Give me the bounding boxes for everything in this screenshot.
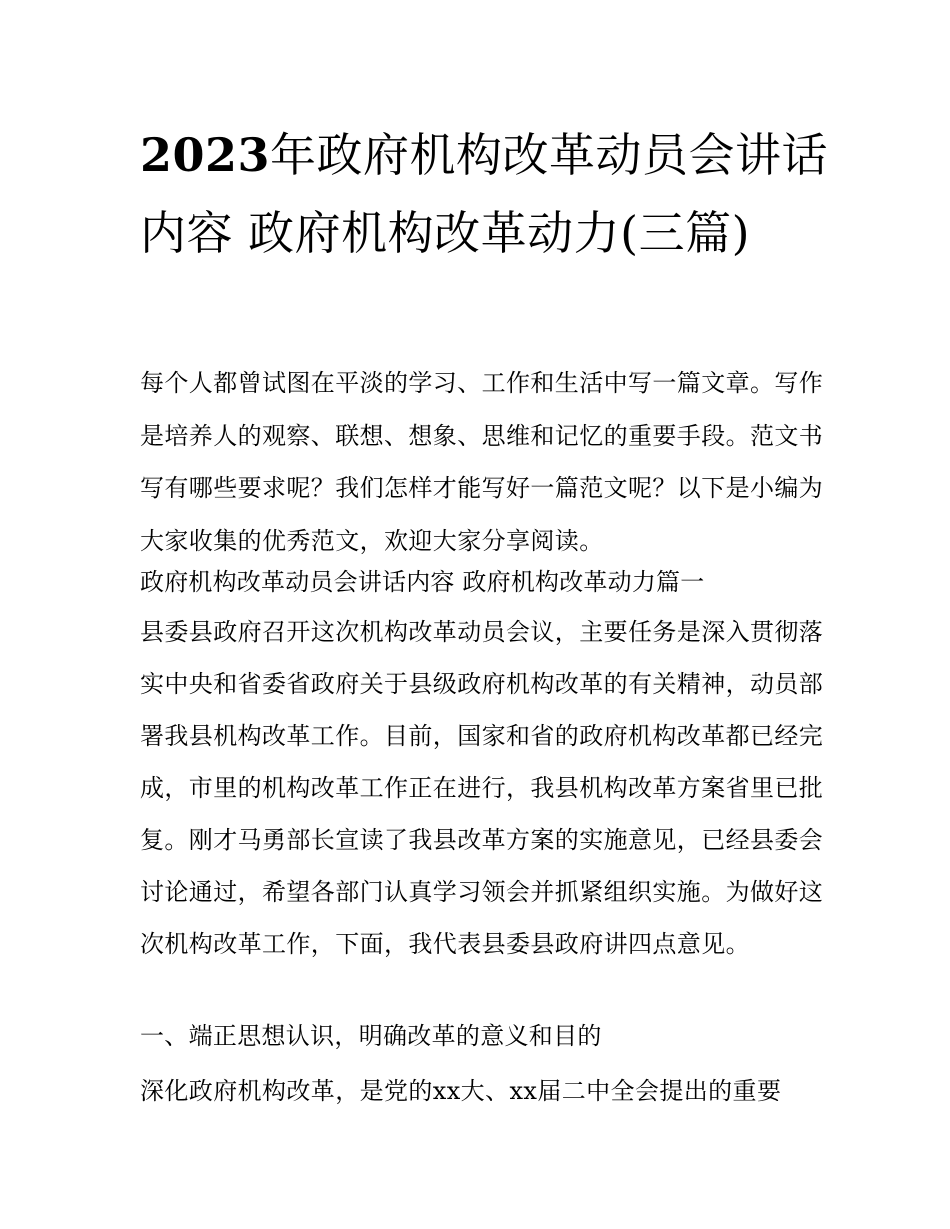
section-heading: 一、端正思想认识，明确改革的意义和目的 <box>140 1022 602 1050</box>
article-heading: 政府机构改革动员会讲话内容 政府机构改革动力篇一 <box>140 568 705 596</box>
document-title <box>140 116 840 272</box>
main-paragraph: 县委县政府召开这次机构改革动员会议，主要任务是深入贯彻落实中央和省委省政府关于县级政府机构改革的有关精神，动员部署我县机构改革工作。目前，国家和省的政府机构改革都已经完成，市里的机构改革工作正在进行，我县机构改革方案省里已批复。刚才马勇部长宣读了我县改革方案的实施意见，已经县委会讨论通过，希望各部门认真学习领会并抓紧组织实施。为做好这次机构改革工作，下面，我代表县委县政府讲四点意见。 <box>140 618 824 958</box>
last-paragraph: 深化政府机构改革，是党的xx大、xx届二中全会提出的重要 <box>140 1077 782 1105</box>
title-text: 年政府机构改革动员会讲话内容 政府机构改革动力(三篇) <box>140 128 829 260</box>
title-year: 2023 <box>140 128 271 182</box>
intro-paragraph: 每个人都曾试图在平淡的学习、工作和生活中写一篇文章。写作是培养人的观察、联想、想象、思维和记忆的重要手段。范文书写有哪些要求呢？我们怎样才能写好一篇范文呢？以下是小编为大家收集的优秀范文，欢迎大家分享阅读。 <box>140 369 824 555</box>
